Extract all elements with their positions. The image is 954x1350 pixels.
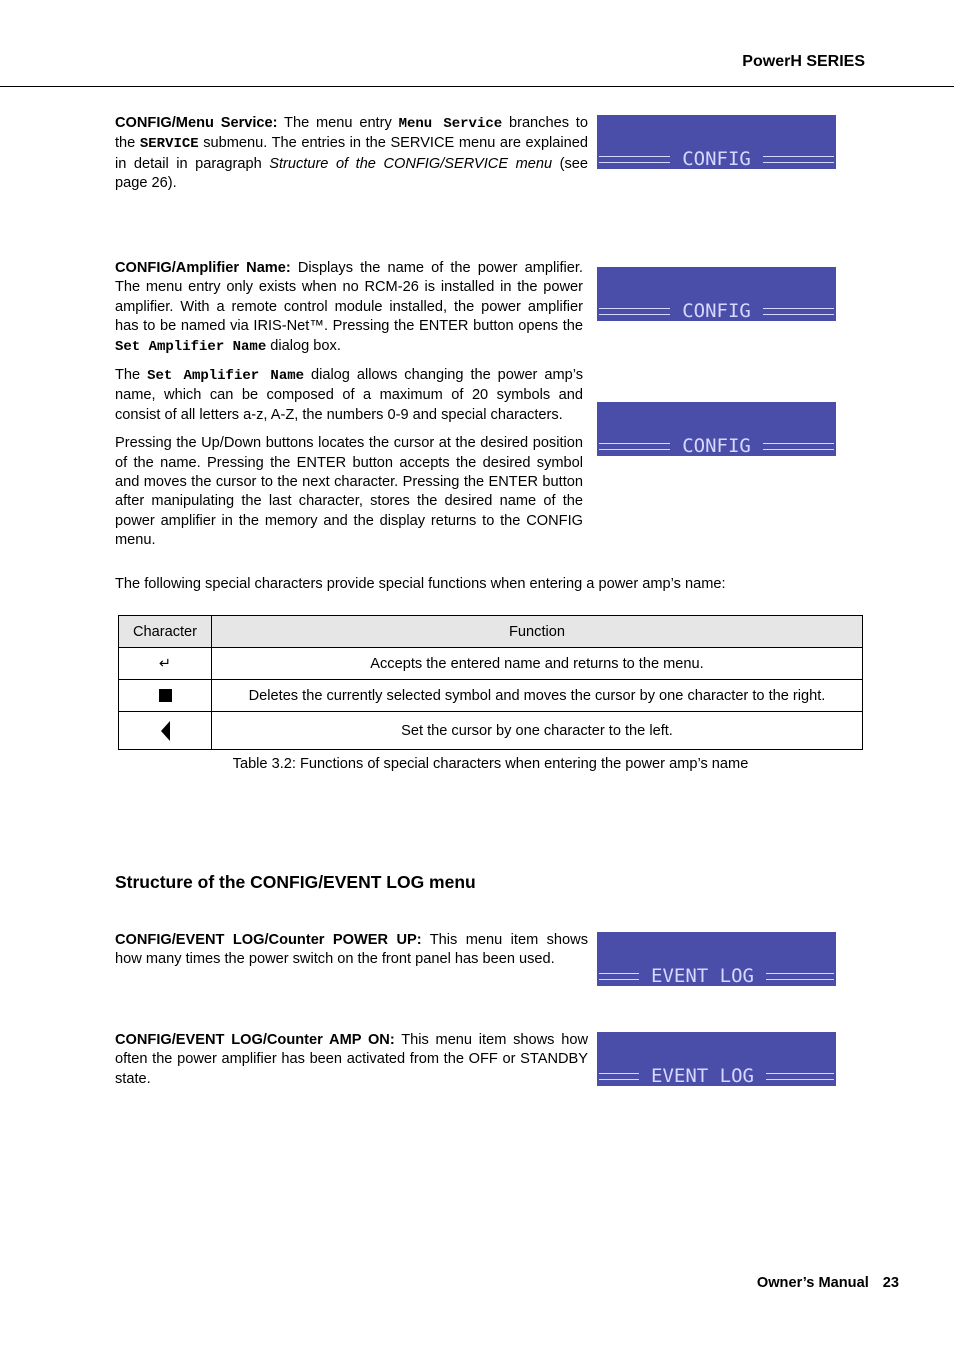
lcd-config-amplifier-name: CONFIG [597,267,836,321]
table-row [119,680,863,712]
left-triangle-icon [161,721,170,741]
table-row [119,648,863,680]
section-counter-power-up: CONFIG/EVENT LOG/Counter POWER UP: This menu item shows how many times the power switch on the front panel has been used. [115,932,589,968]
header-rule [0,86,954,87]
section-counter-amp-on: CONFIG/EVENT LOG/Counter AMP ON: This menu item shows how often the power amplifier has been activated from the OFF or STANDBY state. [115,1032,589,1087]
table-header-row [119,616,863,648]
table-cell-function: Set the cursor by one character to the left. [212,712,863,750]
page-footer [757,1275,899,1291]
enter-symbol-icon: ↵ [119,648,212,680]
table-cell-function: Accepts the entered name and returns to the menu. [212,648,863,680]
lcd-config-menu-service: CONFIG [597,115,836,169]
table-caption: Table 3.2: Functions of special characters when entering the power amp’s name [232,756,749,772]
square-icon [159,689,172,702]
section-menu-service: CONFIG/Menu Service: The menu entry Menu Service branches to the SERVICE submenu. The entries in the SERVICE menu are explained in detail in paragraph Structure of the CONFIG/SERVICE menu (see page 26). [115,115,589,192]
lcd-config-set-amplifier-name: CONFIG [597,402,836,456]
table-intro: The following special characters provide special functions when entering a power amp’s name: [115,576,726,592]
table-header-character: Character [119,616,212,648]
table-cell-function: Deletes the currently selected symbol and moves the cursor by one character to the right. [212,680,863,712]
table-row [119,712,863,750]
section-amplifier-name: CONFIG/Amplifier Name: Displays the name of the power amplifier. The menu entry only exists when no RCM-26 is installed in the power amplifier. With a remote control module installed, the power amplifier has to be named via IRIS-Net™. Pressing the ENTER button opens the Set Amplifier Name dialog box. The Set Amplifier Name dialog allows changing the power amp’s name, which can be composed of a maximum of 20 symbols and consist of all letters a-z, A-Z, the numbers 0-9 and special characters. Pressing the Up/Down buttons locates the cursor at the desired position of the name. Pressing the ENTER button accepts the desired symbol and moves the cursor to the next character. Pressing the ENTER button after manipulating the last character, stores the desired name of the power amplifier in the memory and the display returns to the CONFIG menu. [115,260,584,549]
special-characters-table [118,615,863,750]
lcd-event-log-amp-on: EVENT LOG [597,1032,836,1086]
section-heading: Structure of the CONFIG/EVENT LOG menu [115,872,476,892]
footer-manual-title: Owner’s Manual [756,1275,869,1291]
table-header-function: Function [212,616,863,648]
lcd-event-log-power-up: EVENT LOG [597,932,836,986]
page-number: 23 [882,1275,899,1291]
series-title: PowerH SERIES [742,53,865,70]
